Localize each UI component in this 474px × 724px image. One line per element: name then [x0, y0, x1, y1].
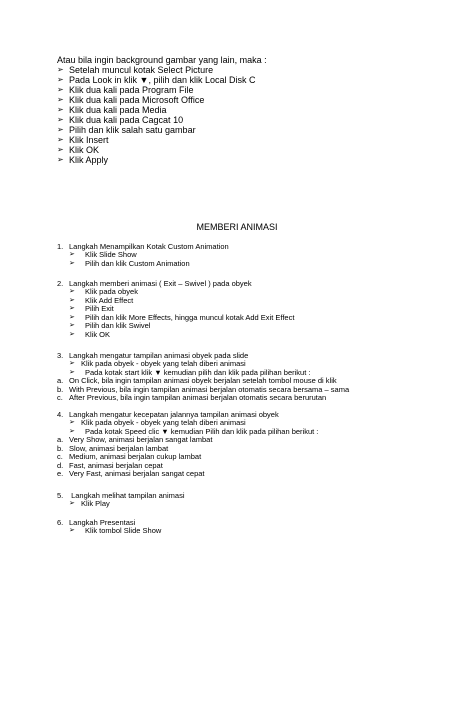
lettered-item: a. Very Show, animasi berjalan sangat lambat: [57, 435, 213, 444]
list-item: ➢ Klik dua kali pada Cagcat 10: [57, 115, 184, 125]
step-section-1: [57, 242, 229, 268]
sub-item: ➢ Klik Play: [69, 499, 110, 508]
arrow-bullet-icon: ➢: [57, 125, 64, 134]
step-section-3: [57, 351, 350, 403]
arrow-bullet-icon: ➢: [69, 330, 75, 338]
step-heading: 5. Langkah melihat tampilan animasi: [57, 491, 185, 500]
arrow-bullet-icon: ➢: [69, 305, 75, 312]
intro-heading: Atau bila ingin background gambar yang lain, maka :: [57, 55, 267, 65]
arrow-bullet-icon: ➢: [69, 296, 75, 304]
sub-item: ➢ Pada kotak Speed clic ▼ kemudian Pilih dan klik pada pilihan berikut :: [69, 426, 319, 436]
lettered-item: a. On Click, bila ingin tampilan animasi obyek berjalan setelah tombol mouse di klik: [57, 376, 337, 385]
list-item: ➢ Setelah muncul kotak Select Picture: [57, 65, 214, 75]
arrow-bullet-icon: ➢: [57, 115, 64, 124]
arrow-bullet-icon: ➢: [69, 360, 75, 367]
step-section-6: [57, 518, 162, 536]
sub-item: ➢ Klik Add Effect: [69, 295, 134, 305]
arrow-bullet-icon: ➢: [69, 368, 75, 376]
list-item: ➢ Klik dua kali pada Microsoft Office: [57, 95, 205, 105]
sub-item: ➢ Pilih dan klik Swivel: [69, 321, 151, 330]
arrow-bullet-icon: ➢: [57, 65, 64, 74]
sub-item: ➢ Klik Slide Show: [69, 250, 137, 259]
arrow-bullet-icon: ➢: [69, 527, 75, 534]
lettered-item: b. Slow, animasi berjalan lambat: [57, 443, 169, 453]
list-item: ➢ Klik OK: [57, 145, 100, 155]
step-section-4: [57, 410, 319, 479]
lettered-item: c. After Previous, bila ingin tampilan animasi berjalan otomatis secara berurutan: [57, 393, 327, 402]
list-item: ➢ Klik dua kali pada Media: [57, 105, 167, 115]
sub-item: ➢ Klik tombol Slide Show: [69, 526, 162, 535]
arrow-bullet-icon: ➢: [57, 145, 64, 154]
arrow-bullet-icon: ➢: [69, 313, 75, 321]
arrow-bullet-icon: ➢: [69, 427, 75, 435]
intro-list: [57, 65, 256, 165]
step-heading: 1. Langkah Menampilkan Kotak Custom Animation: [57, 242, 229, 251]
sub-item: ➢ Pilih dan klik More Effects, hingga muncul kotak Add Exit Effect: [69, 312, 295, 322]
arrow-bullet-icon: ➢: [57, 155, 64, 164]
lettered-item: d. Fast, animasi berjalan cepat: [57, 460, 163, 470]
list-item: ➢ Pada Look in klik ▼, pilih dan klik Local Disk C: [57, 75, 256, 85]
list-item: ➢ Pilih dan klik salah satu gambar: [57, 125, 196, 135]
arrow-bullet-icon: ➢: [57, 105, 64, 114]
arrow-bullet-icon: ➢: [69, 251, 75, 258]
sub-item: ➢ Klik pada obyek - obyek yang telah diberi animasi: [69, 359, 246, 368]
sub-item: ➢ Klik pada obyek: [69, 287, 138, 296]
step-section-5: [57, 491, 184, 509]
arrow-bullet-icon: ➢: [69, 259, 75, 267]
step-heading: 3. Langkah mengatur tampilan animasi obyek pada slide: [57, 351, 249, 360]
sub-item: ➢ Pilih dan klik Custom Animation: [69, 258, 190, 268]
arrow-bullet-icon: ➢: [57, 85, 64, 94]
section-title: MEMBERI ANIMASI: [196, 222, 278, 232]
arrow-bullet-icon: ➢: [69, 419, 75, 426]
list-item: ➢ Klik Insert: [57, 135, 109, 145]
sub-item: ➢ Pada kotak start klik ▼ kemudian pilih dan klik pada pilihan berikut :: [69, 367, 311, 377]
sub-item: ➢ Pilih Exit: [69, 304, 114, 313]
sub-item: ➢ Klik pada obyek - obyek yang telah diberi animasi: [69, 418, 246, 427]
arrow-bullet-icon: ➢: [57, 75, 64, 84]
sub-item: ➢ Klik OK: [69, 329, 111, 339]
arrow-bullet-icon: ➢: [69, 288, 75, 295]
arrow-bullet-icon: ➢: [69, 322, 75, 329]
lettered-item: c. Medium, animasi berjalan cukup lambat: [57, 452, 202, 461]
arrow-bullet-icon: ➢: [57, 135, 64, 144]
arrow-bullet-icon: ➢: [69, 500, 75, 507]
step-section-2: [57, 279, 295, 339]
list-item: ➢ Klik Apply: [57, 155, 109, 165]
step-heading: 2. Langkah memberi animasi ( Exit – Swivel ) pada obyek: [57, 279, 252, 288]
list-item: ➢ Klik dua kali pada Program File: [57, 85, 194, 95]
lettered-item: b. With Previous, bila ingin tampilan animasi berjalan otomatis secara bersama – sama: [57, 384, 350, 394]
step-heading: 4. Langkah mengatur kecepatan jalannya tampilan animasi obyek: [57, 410, 279, 419]
lettered-item: e. Very Fast, animasi berjalan sangat cepat: [57, 469, 205, 478]
arrow-bullet-icon: ➢: [57, 95, 64, 104]
step-heading: 6. Langkah Presentasi: [57, 518, 136, 527]
